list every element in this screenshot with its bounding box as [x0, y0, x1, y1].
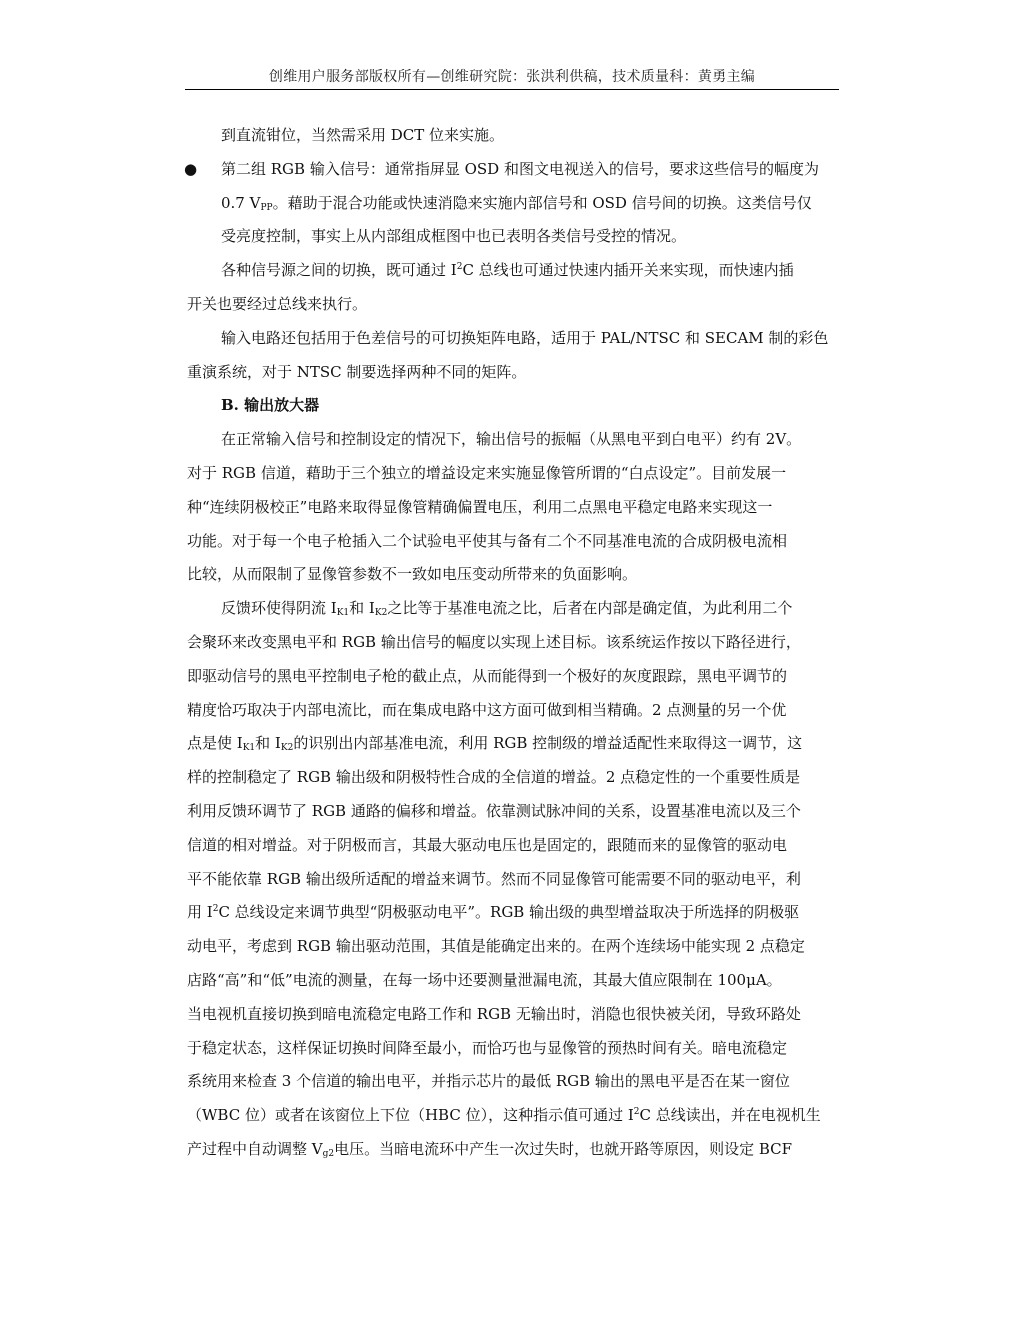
- paragraph-line: 各种信号源之间的切换，既可通过 $I^2C$ 总线也可通过快速内插开关来实现，而快速内插: [221, 261, 794, 280]
- paragraph-line: 系统用来检查 3 个信道的输出电平，并指示芯片的最低 RGB 输出的黑电平是否在某一窗位: [187, 1072, 790, 1091]
- paragraph-line: 种“连续阴极校正”电路来取得显像管精确偏置电压，利用二点黑电平稳定电路来实现这一: [187, 497, 773, 516]
- bullet-icon: ●: [184, 159, 198, 178]
- paragraph-line: 开关也要经过总线来执行。: [187, 294, 368, 313]
- section-heading: B. 输出放大器: [221, 396, 320, 415]
- paragraph-line: 平不能依靠 RGB 输出级所适配的增益来调节。然而不同显像管可能需要不同的驱动电平，利: [187, 869, 801, 888]
- bullet-item: [184, 153, 837, 254]
- paragraph-line: 点是使 $I_{K1}$和 $I_{K2}$的识别出内部基准电流，利用 RGB 控制级的增益适配性来取得这一调节，这: [187, 734, 803, 754]
- paragraph-line: 信道的相对增益。对于阴极而言，其最大驱动电压也是固定的，跟随而来的显像管的驱动电: [187, 835, 788, 854]
- paragraph-line: 到直流钳位，当然需采用 DCT 位来实施。: [221, 126, 505, 144]
- bullet-line: 第二组 RGB 输入信号：通常指屏显 OSD 和图文电视送入的信号，要求这些信号的幅度为: [221, 159, 819, 178]
- paragraph-line: 输入电路还包括用于色差信号的可切换矩阵电路，适用于 PAL/NTSC 和 SECAM 制的彩色: [221, 328, 829, 347]
- document-body: [184, 119, 837, 1167]
- paragraph-line: 反馈环使得阴流 $I_{K1}$和 $I_{K2}$之比等于基准电流之比，后者在内部是确定值，为此利用二个: [221, 599, 793, 619]
- paragraph-line: 动电平，考虑到 RGB 输出驱动范围，其值是能确定出来的。在两个连续场中能实现 2 点稳定: [187, 937, 805, 956]
- paragraph-line: 重演系统，对于 NTSC 制要选择两种不同的矩阵。: [187, 362, 527, 381]
- paragraph-line: 即驱动信号的黑电平控制电子枪的截止点，从而能得到一个极好的灰度跟踪，黑电平调节的: [187, 666, 788, 685]
- paragraph-line: 在正常输入信号和控制设定的情况下，输出信号的振幅（从黑电平到白电平）约有 2V。: [221, 430, 802, 449]
- paragraph-line: 当电视机直接切换到暗电流稳定电路工作和 RGB 无输出时，消隐也很快被关闭，导致环路处: [187, 1004, 801, 1023]
- bullet-line: 0.7 $V_{PP}$。藉助于混合功能或快速消隐来实施内部信号和 OSD 信号间的切换。这类信号仅: [221, 193, 812, 213]
- paragraph-line: （WBC 位）或者在该窗位上下位（HBC 位），这种指示值可通过 $I^2C$ 总线读出，并在电视机生: [187, 1106, 821, 1125]
- paragraph-line: 店路“高”和“低”电流的测量，在每一场中还要测量泄漏电流，其最大值应限制在 100μA。: [187, 970, 782, 989]
- paragraph-line: 产过程中自动调整 $V_{g2}$电压。当暗电流环中产生一次过失时，也就开路等原因，则设定 BCF: [187, 1139, 793, 1159]
- page-header: 创维用户服务部版权所有—创维研究院：张洪利供稿，技术质量科：黄勇主编: [268, 69, 756, 85]
- paragraph-line: 会聚环来改变黑电平和 RGB 输出信号的幅度以实现上述目标。该系统运作按以下路径进行，: [187, 632, 801, 651]
- paragraph-line: 对于 RGB 信道，藉助于三个独立的增益设定来实施显像管所谓的“白点设定”。目前发展一: [187, 463, 787, 482]
- paragraph-line: 用 $I^2C$ 总线设定来调节典型“阴极驱动电平”。RGB 输出级的典型增益取决于所选择的阴极驱: [187, 903, 800, 922]
- paragraph-line: 比较，从而限制了显像管参数不一致如电压变动所带来的负面影响。: [187, 565, 638, 584]
- bullet-line: 受亮度控制，事实上从内部组成框图中也已表明各类信号受控的情况。: [221, 227, 687, 246]
- paragraph-line: 精度恰巧取决于内部电流比，而在集成电路中这方面可做到相当精确。2 点测量的另一个优: [187, 700, 787, 719]
- paragraph-line: 利用反馈环调节了 RGB 通路的偏移和增益。依靠测试脉冲间的关系，设置基准电流以及三个: [187, 801, 801, 820]
- header-rule: [185, 89, 839, 90]
- paragraph-line: 功能。对于每一个电子枪插入二个试验电平使其与备有二个不同基准电流的合成阴极电流相: [187, 531, 788, 550]
- paragraph-line: 于稳定状态，这样保证切换时间降至最小，而恰巧也与显像管的预热时间有关。暗电流稳定: [187, 1038, 788, 1057]
- paragraph-line: 样的控制稳定了 RGB 输出级和阴极特性合成的全信道的增益。2 点稳定性的一个重要性质是: [187, 768, 801, 787]
